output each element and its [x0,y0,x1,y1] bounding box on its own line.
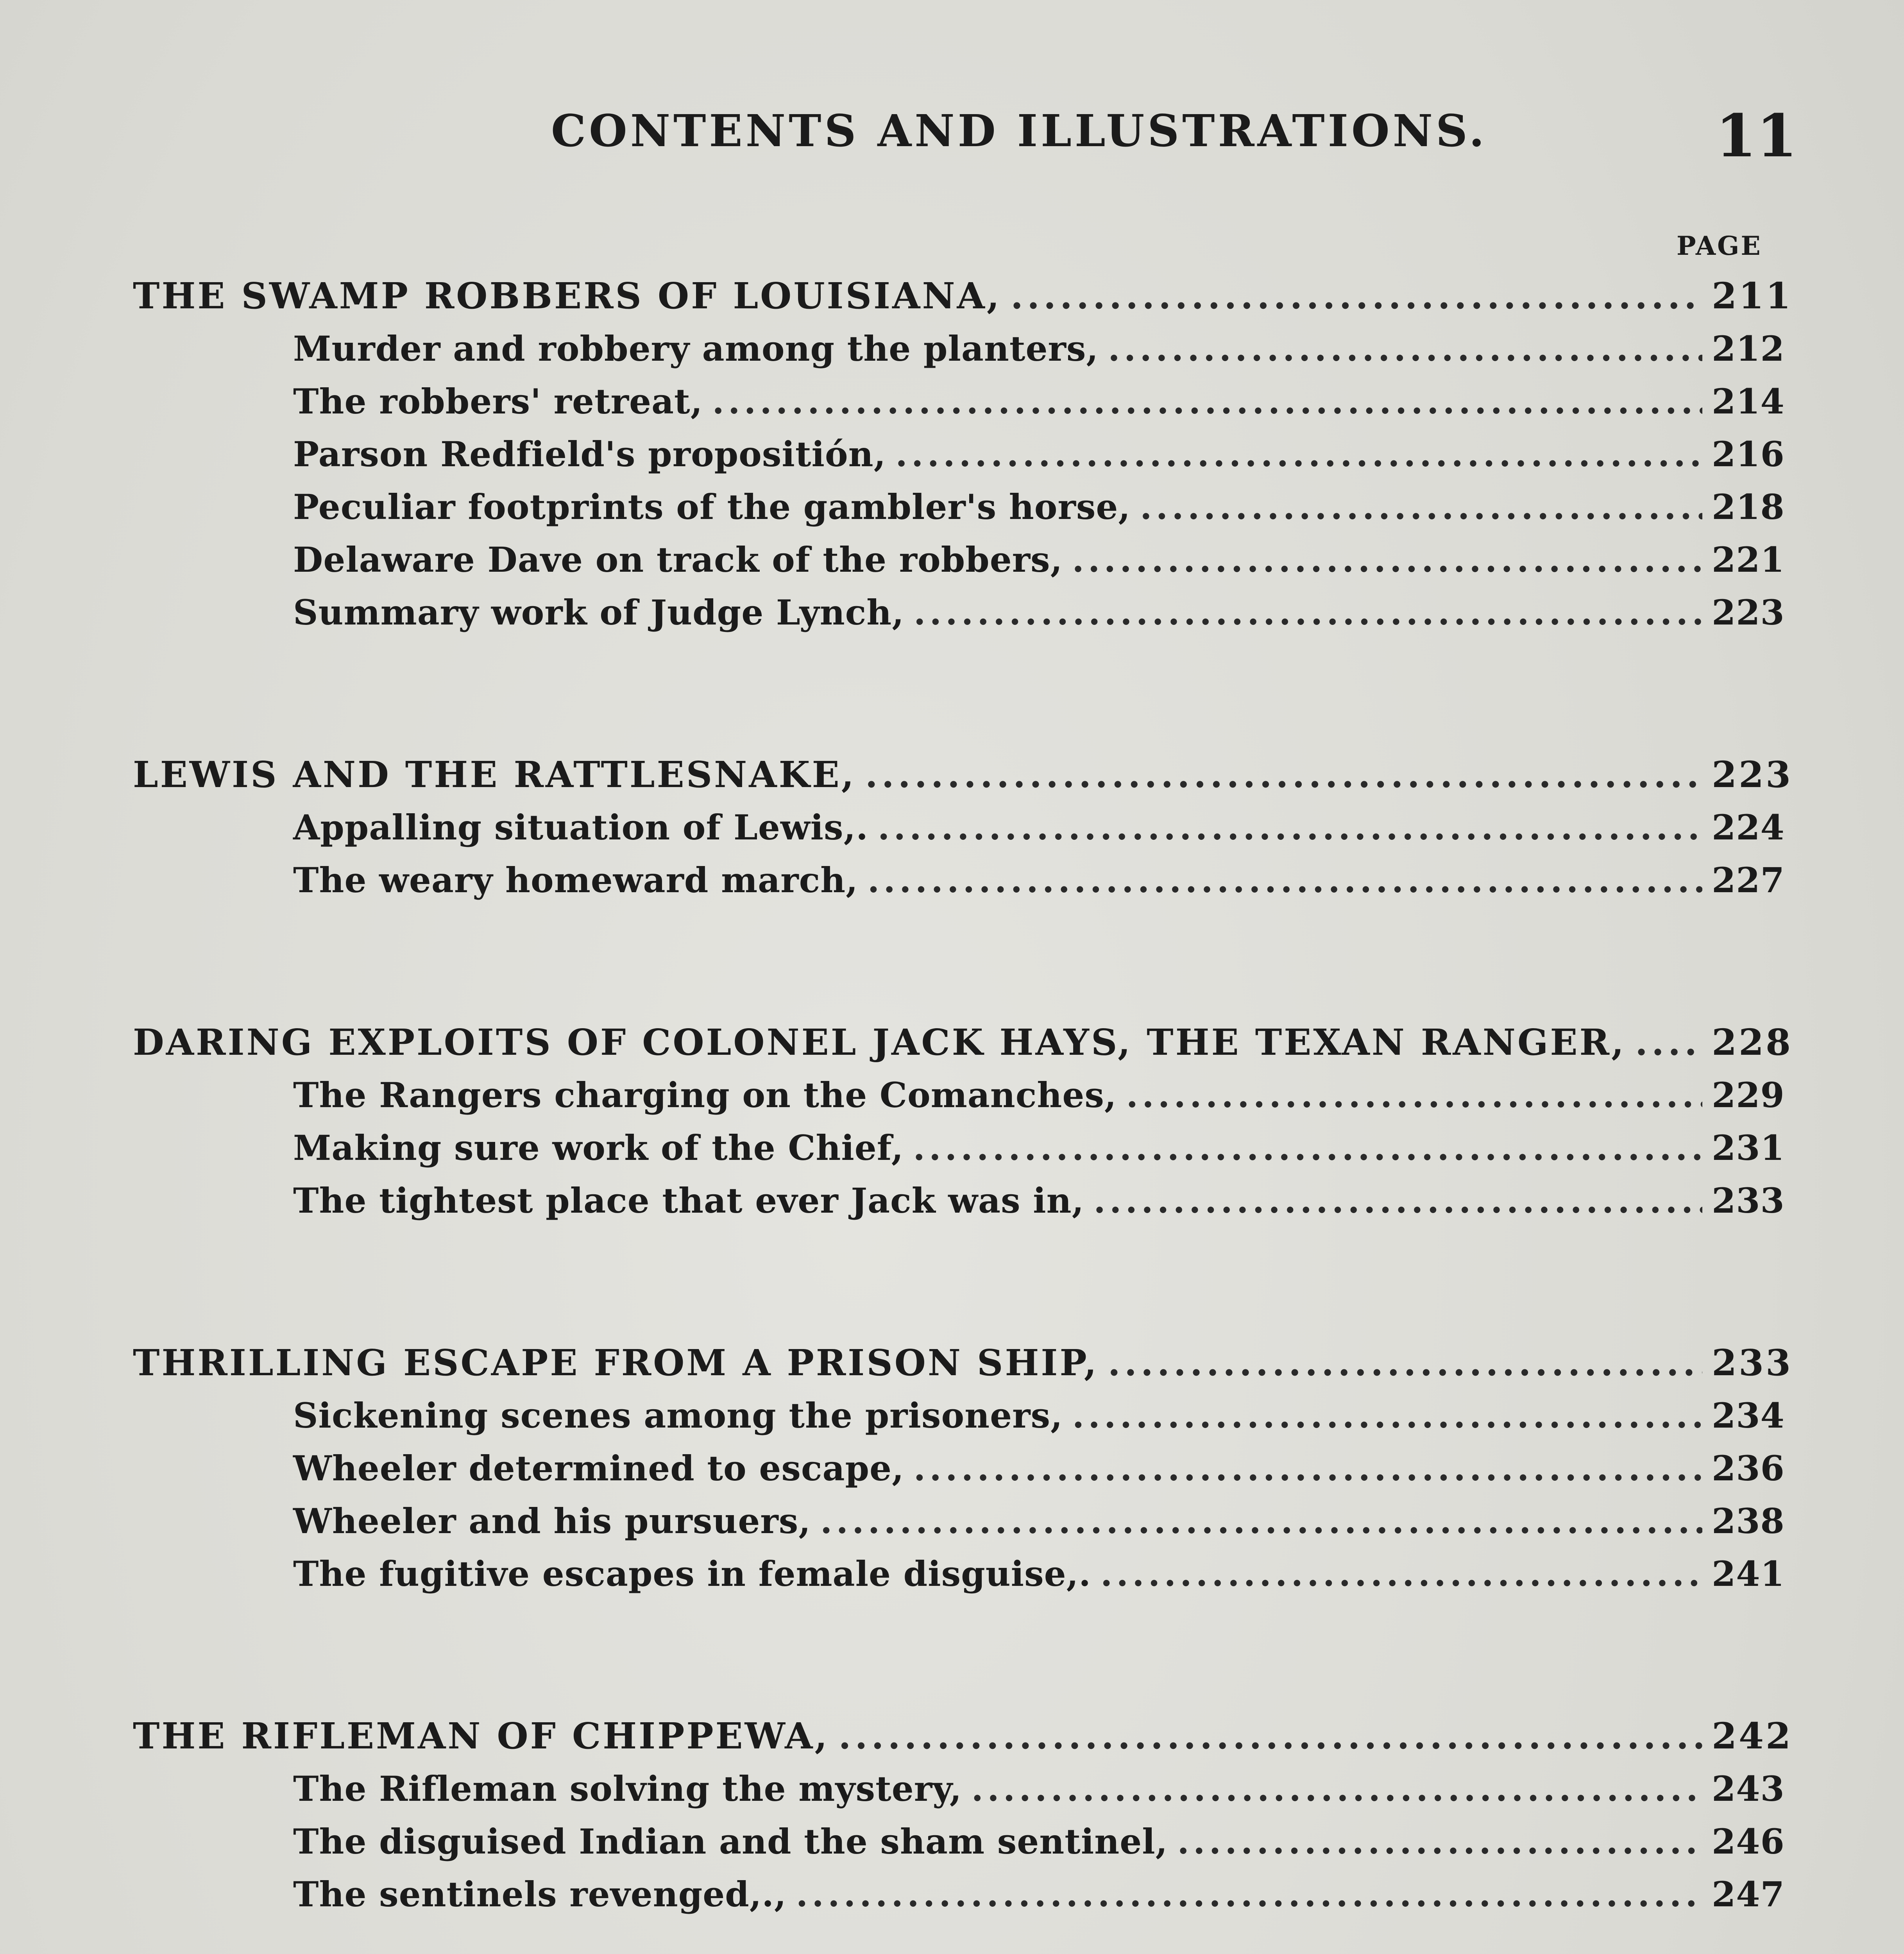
chapter-entry [133,748,1793,801]
dot-leader [1126,1069,1702,1122]
illustration-entry-title: The Rangers charging on the Comanches, [293,1075,1117,1115]
illustration-entry-title: Making sure work of the Chief, [293,1127,904,1168]
illustration-entry [133,1815,1785,1868]
illustration-entry-page: 231 [1712,1127,1785,1168]
illustration-entry [133,1122,1785,1174]
page-header [0,102,1904,170]
chapter-entry [133,1016,1793,1069]
illustration-entry-page: 216 [1712,434,1785,474]
dot-leader [971,1763,1702,1815]
chapter-entry-title: LEWIS AND THE RATTLESNAKE, [133,753,856,796]
illustration-entry-page: 236 [1712,1448,1785,1489]
illustration-entry-title: The disguised Indian and the sham sentinel, [293,1821,1168,1862]
toc-section [133,1016,1793,1227]
toc-section [133,1337,1793,1600]
dot-leader [1101,1548,1702,1600]
illustration-entry-title: Appalling situation of Lewis,. [293,807,868,848]
illustration-entry [133,1868,1785,1921]
illustration-entry-title: Murder and robbery among the planters, [293,328,1099,369]
dot-leader [1140,481,1702,533]
chapter-entry-title: THE SWAMP ROBBERS OF LOUISIANA, [133,275,1001,317]
illustration-entry-title: Peculiar footprints of the gambler's horse, [293,487,1131,527]
illustration-entry-page: 233 [1712,1180,1785,1221]
illustration-entry-page: 243 [1712,1768,1785,1809]
dot-leader [1177,1815,1702,1868]
toc-section [133,1710,1793,1921]
illustration-entry-page: 229 [1712,1075,1785,1115]
dot-leader [914,1442,1702,1495]
dot-leader [914,586,1702,639]
dot-leader [839,1710,1703,1763]
illustration-entry [133,801,1785,854]
illustration-entry [133,1548,1785,1600]
dot-leader [796,1868,1702,1921]
illustration-entry-title: The weary homeward march, [293,860,858,900]
illustration-entry-title: Sickening scenes among the prisoners, [293,1395,1063,1436]
chapter-entry-page: 228 [1712,1021,1793,1063]
page-number: 11 [1716,102,1797,170]
illustration-entry-page: 223 [1712,592,1785,633]
dot-leader [865,748,1702,801]
illustration-entry [133,428,1785,481]
illustration-entry [133,1069,1785,1122]
table-of-contents [133,270,1793,1954]
chapter-entry-page: 233 [1712,1342,1793,1384]
chapter-entry-page: 242 [1712,1715,1793,1757]
chapter-entry [133,270,1793,322]
illustration-entry-page: 212 [1712,328,1785,369]
illustration-entry-title: Wheeler determined to escape, [293,1448,904,1489]
illustration-entry-title: Summary work of Judge Lynch, [293,592,904,633]
illustration-entry-page: 214 [1712,381,1785,422]
dot-leader [1093,1174,1702,1227]
illustration-entry [133,533,1785,586]
chapter-entry-page: 211 [1712,275,1793,317]
dot-leader [712,375,1702,428]
illustration-entry-page: 246 [1712,1821,1785,1862]
illustration-entry-page: 234 [1712,1395,1785,1436]
illustration-entry [133,586,1785,639]
illustration-entry-title: The tightest place that ever Jack was in, [293,1180,1084,1221]
illustration-entry-title: Parson Redfield's propositión, [293,434,886,474]
illustration-entry [133,322,1785,375]
illustration-entry [133,1763,1785,1815]
illustration-entry-page: 224 [1712,807,1785,848]
dot-leader [1108,322,1702,375]
illustration-entry-title: Wheeler and his pursuers, [293,1501,811,1541]
toc-section [133,270,1793,639]
chapter-entry-title: DARING EXPLOITS OF COLONEL JACK HAYS, THE TEXAN RANGER, [133,1021,1626,1063]
illustration-entry [133,1495,1785,1548]
illustration-entry-page: 218 [1712,487,1785,527]
illustration-entry-title: The fugitive escapes in female disguise,. [293,1553,1091,1594]
illustration-entry [133,375,1785,428]
illustration-entry-title: The Rifleman solving the mystery, [293,1768,962,1809]
dot-leader [1011,270,1702,322]
illustration-entry-title: The sentinels revenged,., [293,1874,787,1915]
illustration-entry [133,1174,1785,1227]
illustration-entry-page: 227 [1712,860,1785,900]
chapter-entry-title: THE RIFLEMAN OF CHIPPEWA, [133,1715,829,1757]
illustration-entry-page: 247 [1712,1874,1785,1915]
illustration-entry-page: 241 [1712,1553,1785,1594]
illustration-entry-page: 221 [1712,539,1785,580]
toc-section [133,748,1793,907]
dot-leader [878,801,1702,854]
illustration-entry-page: 238 [1712,1501,1785,1541]
illustration-entry [133,1442,1785,1495]
page-column-label: PAGE [1677,231,1762,261]
dot-leader [1072,1389,1702,1442]
dot-leader [1108,1337,1702,1389]
chapter-entry [133,1710,1793,1763]
running-head: CONTENTS AND ILLUSTRATIONS. [551,106,1487,157]
dot-leader [1072,533,1702,586]
chapter-entry-title: THRILLING ESCAPE FROM A PRISON SHIP, [133,1342,1099,1384]
illustration-entry-title: The robbers' retreat, [293,381,703,422]
dot-leader [868,854,1702,907]
chapter-entry-page: 223 [1712,753,1793,796]
illustration-entry [133,481,1785,533]
illustration-entry [133,854,1785,907]
dot-leader [1635,1016,1702,1069]
illustration-entry [133,1389,1785,1442]
dot-leader [820,1495,1702,1548]
dot-leader [913,1122,1702,1174]
chapter-entry [133,1337,1793,1389]
dot-leader [895,428,1702,481]
illustration-entry-title: Delaware Dave on track of the robbers, [293,539,1063,580]
